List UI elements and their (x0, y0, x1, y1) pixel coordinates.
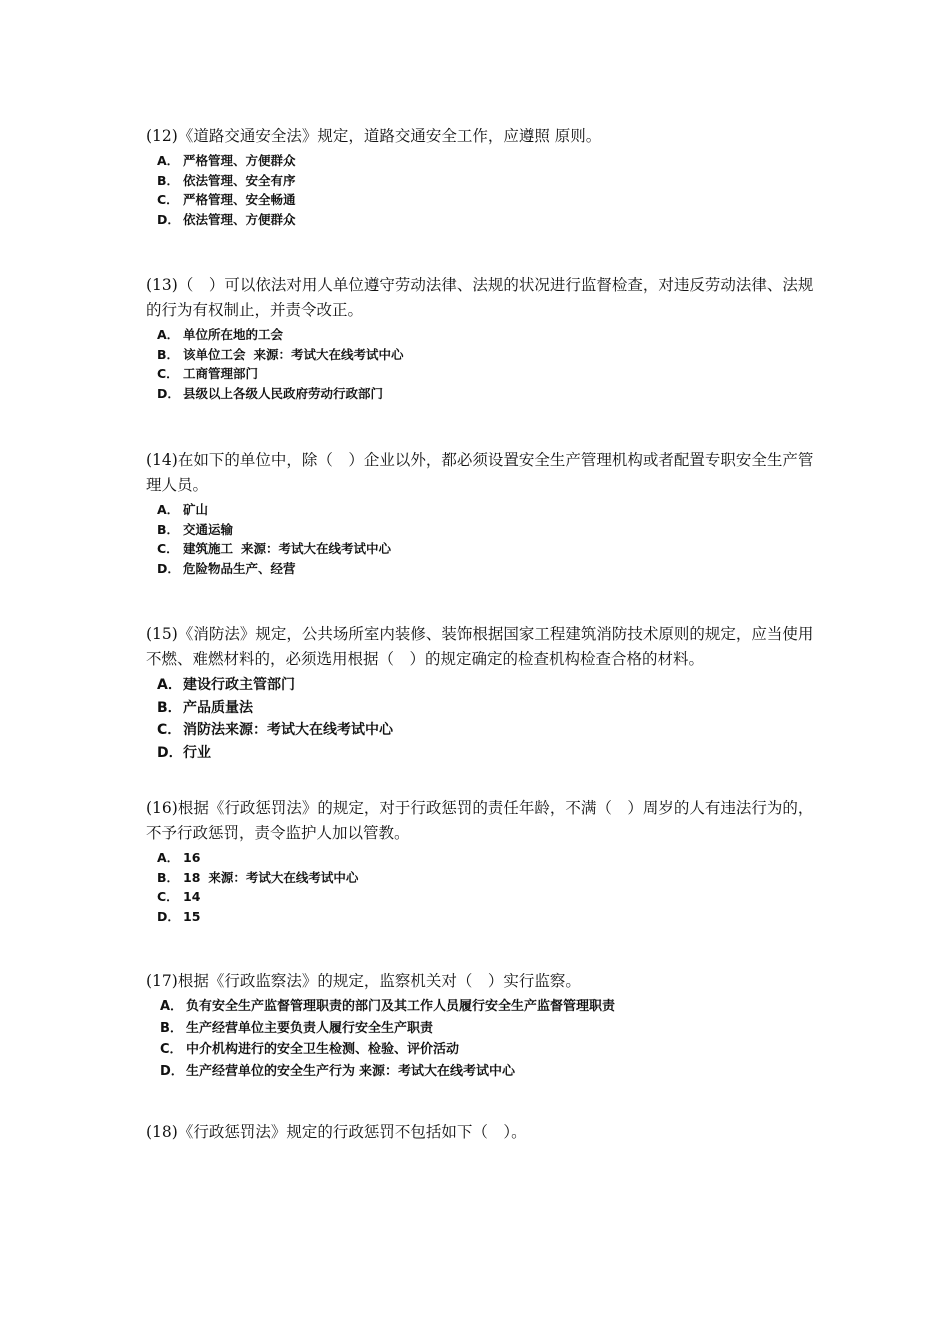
option-letter: A． (157, 153, 180, 168)
option-text: 矿山 (183, 502, 209, 517)
question-stem: (17)根据《行政监察法》的规定，监察机关对（ ）实行监察。 (146, 972, 581, 990)
option-text: 严格管理、安全畅通 (183, 192, 296, 207)
option-list (146, 674, 814, 764)
option-text: 生产经营单位主要负责人履行安全生产职责 (186, 1020, 434, 1036)
question-stem: (14)在如下的单位中，除（ ）企业以外，都必须设置安全生产管理机构或者配置专职安全生产管理人员。 (146, 451, 814, 494)
source-watermark: 来源：考试大在线考试中心 (225, 722, 393, 738)
option-letter: B． (157, 346, 180, 362)
question-17 (146, 969, 814, 1082)
option-text: 产品质量法 (183, 699, 253, 716)
option-text: 严格管理、方便群众 (183, 153, 296, 168)
option-b (146, 868, 814, 888)
source-watermark: 来源：考试大在线考试中心 (241, 541, 392, 556)
option-letter: C． (157, 366, 179, 381)
option-text: 15 (183, 908, 201, 924)
option-letter: B． (157, 699, 182, 716)
option-list (146, 151, 814, 229)
option-letter: A． (157, 502, 180, 517)
option-list (146, 848, 814, 926)
option-text: 行业 (183, 744, 211, 761)
option-a (146, 674, 814, 697)
question-12 (146, 124, 814, 229)
question-stem: (18)《行政惩罚法》规定的行政惩罚不包括如下（ ）。 (146, 1123, 527, 1141)
option-letter: D． (157, 560, 180, 576)
option-letter: C． (157, 541, 179, 556)
option-letter: B． (157, 172, 180, 188)
option-text: 县级以上各级人民政府劳动行政部门 (183, 385, 384, 401)
option-b (146, 1018, 814, 1040)
option-text: 交通运输 (183, 521, 234, 537)
option-c (146, 539, 814, 559)
option-letter: D． (160, 1063, 184, 1079)
option-b (146, 171, 814, 191)
option-d (146, 742, 814, 765)
option-a (146, 996, 814, 1018)
option-letter: B． (157, 521, 180, 537)
option-text: 该单位工会 (183, 346, 246, 362)
question-stem: (13)（ ）可以依法对用人单位遵守劳动法律、法规的状况进行监督检查，对违反劳动法律、法规的行为有权制止，并责令改正。 (146, 276, 814, 319)
option-list (146, 996, 814, 1082)
question-18 (146, 1120, 814, 1145)
option-text: 16 (183, 850, 201, 865)
option-b (146, 345, 814, 365)
option-c (146, 364, 814, 384)
source-watermark: 来源：考试大在线考试中心 (208, 869, 359, 885)
option-d (146, 907, 814, 927)
option-letter: C． (157, 889, 179, 904)
option-text: 危险物品生产、经营 (183, 560, 296, 576)
question-13 (146, 273, 814, 403)
option-a (146, 325, 814, 345)
option-c (146, 887, 814, 907)
option-letter: A． (157, 850, 180, 865)
question-stem: (15)《消防法》规定，公共场所室内装修、装饰根据国家工程建筑消防技术原则的规定，应当使用不燃、难燃材料的，必须选用根据（ ）的规定确定的检查机构检查合格的材料。 (146, 625, 814, 668)
option-letter: D． (157, 908, 180, 924)
option-list (146, 325, 814, 403)
option-letter: D． (157, 385, 180, 401)
option-text: 负有安全生产监督管理职责的部门及其工作人员履行安全生产监督管理职责 (186, 999, 616, 1014)
option-letter: A． (157, 677, 182, 693)
source-watermark: 来源：考试大在线考试中心 (359, 1063, 516, 1079)
option-text: 14 (183, 889, 201, 904)
option-letter: C． (157, 722, 182, 738)
option-d (146, 559, 814, 579)
option-letter: B． (160, 1020, 183, 1036)
option-c (146, 1039, 814, 1061)
option-a (146, 500, 814, 520)
option-a (146, 848, 814, 868)
option-letter: C． (157, 192, 179, 207)
option-text: 建设行政主管部门 (183, 677, 295, 693)
option-letter: B． (157, 869, 180, 885)
question-stem: (12)《道路交通安全法》规定，道路交通安全工作，应遵照 原则。 (146, 127, 602, 145)
option-letter: C． (160, 1042, 183, 1057)
option-text: 工商管理部门 (183, 366, 259, 381)
option-d (146, 1061, 814, 1083)
question-16 (146, 796, 814, 926)
option-letter: D． (157, 211, 180, 227)
option-text: 依法管理、方便群众 (183, 211, 296, 227)
option-letter: D． (157, 744, 183, 761)
source-watermark: 来源：考试大在线考试中心 (253, 346, 404, 362)
option-list (146, 500, 814, 578)
option-text: 中介机构进行的安全卫生检测、检验、评价活动 (186, 1042, 460, 1057)
option-c (146, 190, 814, 210)
option-text: 消防法 (183, 722, 225, 738)
option-a (146, 151, 814, 171)
option-b (146, 520, 814, 540)
option-b (146, 697, 814, 720)
option-text: 18 (183, 869, 201, 885)
question-stem: (16)根据《行政惩罚法》的规定，对于行政惩罚的责任年龄，不满（ ）周岁的人有违法行为的，不予行政惩罚，责令监护人加以管教。 (146, 799, 814, 842)
option-text: 建筑施工 (183, 541, 234, 556)
option-text: 单位所在地的工会 (183, 327, 284, 342)
option-letter: A． (157, 327, 180, 342)
option-d (146, 384, 814, 404)
option-letter: A． (160, 999, 184, 1014)
option-d (146, 210, 814, 230)
option-text: 生产经营单位的安全生产行为 (186, 1063, 356, 1079)
question-14 (146, 448, 814, 578)
option-text: 依法管理、安全有序 (183, 172, 296, 188)
question-15 (146, 622, 814, 764)
option-c (146, 719, 814, 742)
